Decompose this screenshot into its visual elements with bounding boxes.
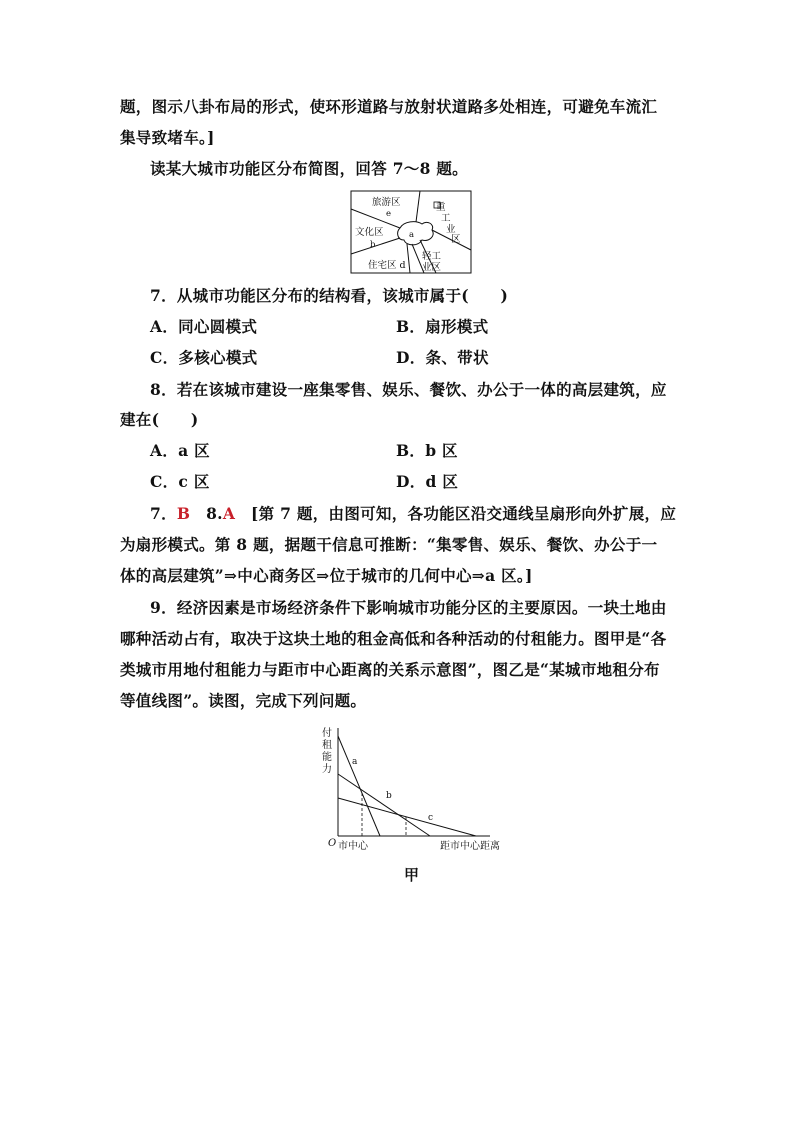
q8-stem-line-2: 建在( ) [120, 410, 199, 429]
answer-8-number: 8. [190, 504, 223, 523]
answer-7-number: 7． [150, 504, 177, 523]
rent-line-a [338, 736, 380, 836]
q7-option-d: D．条、带状 [396, 348, 489, 367]
label-residential: 住宅区 d [368, 260, 406, 271]
q9-line-4: 等值线图”。读图，完成下列问题。 [120, 691, 367, 710]
x-axis-label: 距市中心距离 [440, 841, 500, 852]
rent-line-c [338, 798, 476, 836]
rent-line-b [338, 774, 430, 836]
q7-stem: 7．从城市功能区分布的结构看，该城市属于( ) [150, 286, 509, 305]
label-culture-letter: b [370, 240, 376, 250]
line-c-label: c [428, 813, 434, 823]
label-light-2: 业区 [422, 262, 442, 273]
answer-explanation-start: [第 7 题，由图可知，各功能区沿交通线呈扇形向外扩展，应 [235, 504, 677, 523]
answer-7-choice: B [176, 504, 191, 523]
y-label-char-3: 能 [322, 752, 332, 763]
paragraph-tail-line-1: 题，图示八卦布局的形式，使环形道路与放射状道路多处相连，可避免车流汇 [120, 97, 658, 116]
q8-option-a: A．a 区 [150, 441, 210, 460]
answer-line-3: 体的高层建筑”⇒中心商务区⇒位于城市的几何中心⇒a 区。] [120, 566, 533, 585]
q7-option-c: C．多核心模式 [150, 348, 258, 367]
label-light-1: 轻工 [422, 251, 442, 262]
paragraph-tail-line-2: 集导致堵车。] [120, 128, 215, 147]
label-tourism-letter: e [386, 209, 392, 219]
answer-line-1 [150, 504, 676, 524]
line-a-label: a [352, 757, 358, 767]
q8-stem-line-1: 8．若在该城市建设一座集零售、娱乐、餐饮、办公于一体的高层建筑，应 [150, 380, 667, 399]
label-culture: 文化区 [355, 227, 384, 238]
q8-option-c: C．c 区 [150, 472, 210, 491]
origin-label: O [328, 838, 337, 849]
q8-option-b: B．b 区 [396, 441, 458, 460]
q7-option-b: B．扇形模式 [396, 317, 489, 336]
label-center-letter: a [409, 230, 415, 240]
label-heavy-2: 工 [441, 213, 451, 224]
q7-option-a: A．同心圆模式 [150, 317, 258, 336]
label-heavy-4: 区 [451, 234, 461, 245]
q8-option-d: D．d 区 [396, 472, 459, 491]
y-label-char-1: 付 [322, 728, 332, 739]
bid-rent-graph [318, 724, 514, 854]
x-center-label: 市中心 [338, 841, 368, 852]
answer-line-2: 为扇形模式。第 8 题，据题干信息可推断：“集零售、娱乐、餐饮、办公于一 [120, 535, 658, 554]
q9-line-1: 9．经济因素是市场经济条件下影响城市功能分区的主要原因。一块土地由 [150, 598, 667, 617]
label-tourism: 旅游区 [372, 197, 401, 208]
q9-line-3: 类城市用地付租能力与距市中心距离的关系示意图”，图乙是“某城市地租分布 [120, 660, 660, 679]
label-heavy-3: 业 [446, 224, 456, 235]
intro-7-8: 读某大城市功能区分布简图，回答 7～8 题。 [150, 159, 468, 178]
line-b-label: b [386, 791, 392, 801]
graph-caption: 甲 [404, 866, 420, 884]
y-label-char-2: 租 [322, 740, 332, 751]
y-label-char-4: 力 [322, 764, 332, 775]
answer-8-choice: A [222, 504, 236, 523]
city-zone-map [350, 190, 472, 274]
label-heavy-1: 重 [436, 202, 446, 213]
q9-line-2: 哪种活动占有，取决于这块土地的租金高低和各种活动的付租能力。图甲是“各 [120, 629, 667, 648]
